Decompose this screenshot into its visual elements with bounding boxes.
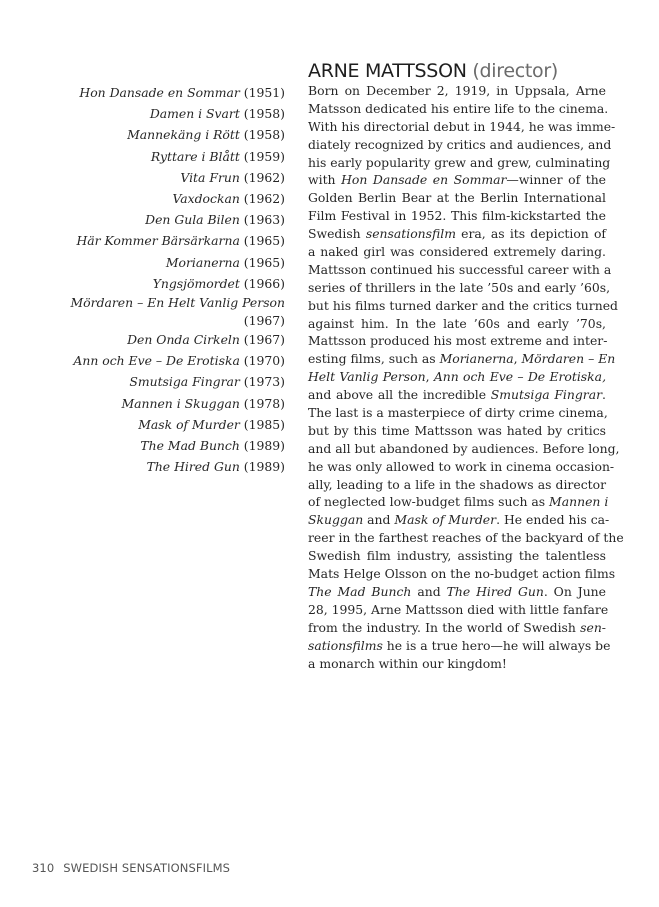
film-year: (1963) [243,212,285,228]
film-year: (1978) [243,395,285,411]
film-title-ref: The Mad Bunch [308,583,412,599]
bio-line: Mats Helge Olsson on the no-budget action films [308,566,616,582]
bio-line: Mattsson continued his successful career with a [308,261,612,277]
filmography-item [60,103,285,124]
bio-text: , [425,369,434,385]
bio-line [308,225,606,243]
filmography-item [60,188,285,209]
bio-text: and above all the incredible [308,387,491,403]
filmography-item [60,167,285,188]
filmography-item [60,456,285,477]
bio-text: esting films, such as [308,351,440,367]
film-title-ref: Mask of Murder [394,512,497,528]
page-footer [32,861,230,875]
filmography-item [60,393,285,414]
film-title: Vaxdockan [172,191,240,207]
running-title: SWEDISH SENSATIONSFILMS [63,861,230,875]
bio-text: he is a true hero—he will always be [382,637,611,653]
film-title: Ann och Eve – De Erotiska [73,353,240,369]
filmography-item [60,82,285,103]
bio-line: a monarch within our kingdom! [308,655,507,671]
film-title: Damen i Svart [149,106,240,122]
page-number: 310 [32,861,55,875]
film-title: Mannen i Skuggan [121,395,240,411]
bio-line [308,583,606,601]
film-year: (1973) [243,374,285,390]
bio-line [308,511,610,529]
film-year: (1965) [243,254,285,270]
bio-text: , [513,351,522,367]
film-year: (1985) [243,416,285,432]
biography-text [308,82,624,672]
bio-line: series of thrillers in the late ’50s and early ’60s, [308,279,611,295]
filmography-item [60,414,285,435]
film-title: The Mad Bunch [140,438,240,454]
film-title: Ryttare i Blått [150,148,240,164]
film-title: The Hired Gun [146,459,240,475]
film-title-ref: Mannen i [549,494,609,510]
bio-line: With his directorial debut in 1944, he was imme- [308,118,616,134]
filmography-item [60,435,285,456]
bio-line: 28, 1995, Arne Mattsson died with little fanfare [308,601,609,617]
film-title: Mannekäng i Rött [127,127,240,143]
film-title-ref: The Hired Gun [446,583,544,599]
bio-line: his early popularity grew and grew, culminating [308,154,611,170]
film-year: (1967) [243,332,285,348]
bio-line [308,637,611,655]
filmography-item [60,350,285,371]
film-title: Yngsjömordet [152,275,240,291]
genre-term: sensationsfilm [365,226,456,242]
film-year: (1970) [243,353,285,369]
filmography-list [60,82,285,477]
film-title: Morianerna [165,254,240,270]
film-year: (1965) [243,233,285,249]
bio-text: from the industry. In the world of Swedish [308,619,581,635]
bio-text: Swedish [308,226,366,242]
film-year: (1967) [243,312,285,328]
bio-line: Matsson dedicated his entire life to the cinema. [308,100,609,116]
bio-text: era, as its depiction of [455,226,606,242]
bio-line: diately recognized by critics and audiences, and [308,136,612,152]
film-title-ref: Hon Dansade en Sommar [341,172,507,188]
bio-text: and [363,512,395,528]
film-title-ref: Helt Vanlig Person [308,369,426,385]
bio-line [308,386,606,404]
bio-text: of neglected low-budget films such as [308,494,550,510]
page-title [308,60,558,82]
film-year: (1958) [243,106,285,122]
bio-line: he was only allowed to work in cinema occasion- [308,458,615,474]
bio-line: but his films turned darker and the critics turned [308,297,618,313]
film-year: (1962) [243,169,285,185]
film-title-ref: Morianerna [439,351,514,367]
bio-line [308,350,616,368]
bio-line: The last is a masterpiece of dirty crime cinema, [308,405,608,421]
filmography-item [60,294,285,329]
bio-text: . He ended his ca- [496,512,610,528]
bio-line: Mattsson produced his most extreme and inter- [308,333,608,349]
genre-term: sationsfilms [308,637,383,653]
film-year: (1989) [243,438,285,454]
film-year: (1989) [243,459,285,475]
film-year: (1959) [243,148,285,164]
bio-line: Born on December 2, 1919, in Uppsala, Arne [308,83,606,98]
film-title: Den Gula Bilen [145,212,240,228]
film-title-ref: Smutsiga Fingrar [490,387,603,403]
bio-line [308,619,606,637]
bio-text: and [411,583,447,599]
bio-line: Film Festival in 1952. This film-kickstarted the [308,208,606,224]
bio-text: . On June [543,583,606,599]
filmography-item [60,146,285,167]
bio-line: Swedish film industry, assisting the talentless [308,548,606,564]
bio-text: . [602,387,606,403]
bio-line: Golden Berlin Bear at the Berlin International [308,190,606,206]
bio-line: a naked girl was considered extremely daring. [308,244,606,260]
bio-line [308,368,606,386]
film-title: Smutsiga Fingrar [129,374,240,390]
film-year: (1951) [243,85,285,100]
filmography-item [60,252,285,273]
bio-line: against him. In the late ’60s and early ’70s, [308,315,606,331]
film-title: Här Kommer Bärsärkarna [76,233,240,249]
film-title: Vita Frun [180,169,240,185]
film-title: Mask of Murder [138,416,240,432]
bio-text: —winner of the [506,172,607,188]
filmography-item [60,371,285,392]
bio-line: ally, leading to a life in the shadows as director [308,476,606,492]
film-title: Mördaren – En Helt Vanlig Person [70,295,285,311]
film-title-ref: Ann och Eve – De Erotiska, [433,369,607,385]
film-year: (1966) [243,275,285,291]
director-role: (director) [472,59,558,82]
filmography-item [60,124,285,145]
bio-line [308,171,606,189]
film-title: Den Onda Cirkeln [127,332,240,348]
filmography-item [60,230,285,251]
director-name: ARNE MATTSSON [308,59,467,82]
filmography-item [60,329,285,350]
bio-line: and all but abandoned by audiences. Before long, [308,440,620,456]
film-title-ref: Mördaren – En [521,351,616,367]
film-title-ref: Skuggan [308,512,364,528]
film-year: (1962) [243,191,285,207]
bio-line [308,493,609,511]
genre-term: sen- [580,619,606,635]
bio-text: with [308,172,342,188]
bio-line: but by this time Mattsson was hated by critics [308,422,606,438]
bio-line: reer in the farthest reaches of the backyard of the [308,530,624,546]
filmography-item [60,209,285,230]
film-title: Hon Dansade en Sommar [79,85,240,100]
filmography-item [60,273,285,294]
film-year: (1958) [243,127,285,143]
